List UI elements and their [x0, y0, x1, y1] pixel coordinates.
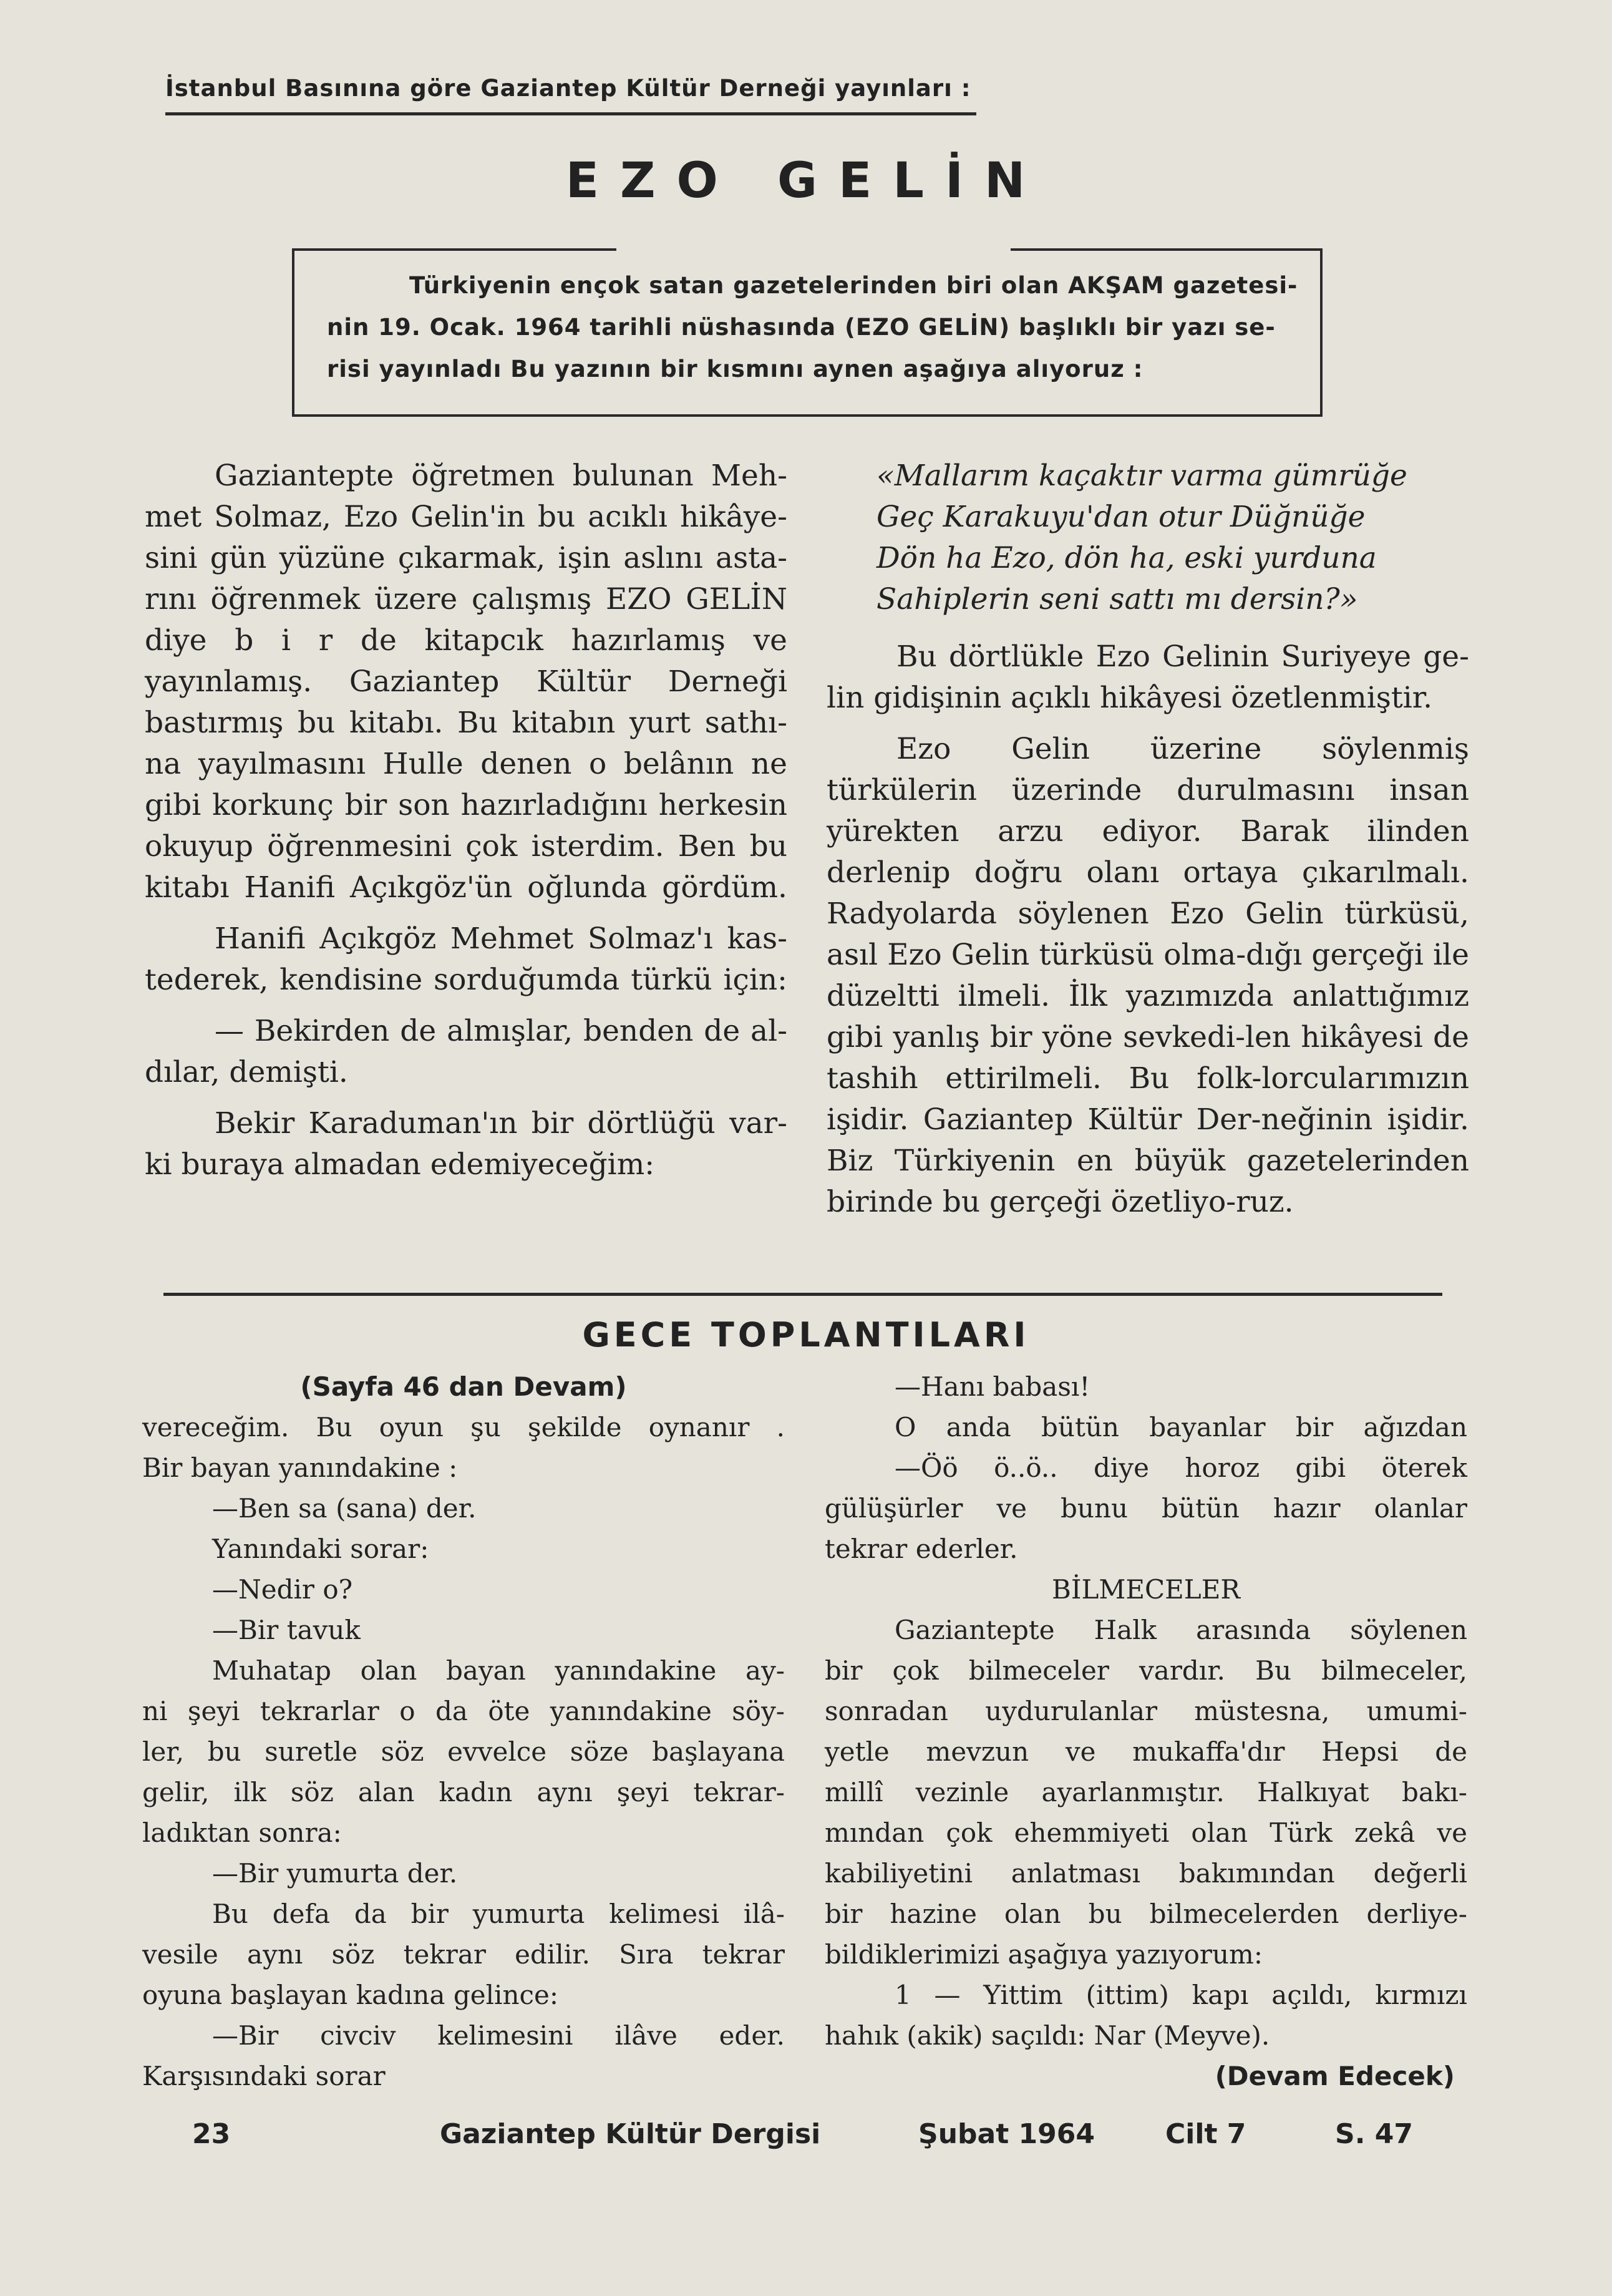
text-line: gelir, ilk söz alan kadın aynı şeyi tekrar-	[142, 1777, 785, 1807]
text-line: yetle mevzun ve mukaffa'dır Hepsi de	[825, 1736, 1467, 1767]
text-line: Bu defa da bir yumurta kelimesi ilâ-	[212, 1899, 785, 1929]
intro-line-1: Türkiyenin ençok satan gazetelerinden biri olan AKŞAM gazetesi-	[409, 272, 1298, 299]
text-line: —Bir tavuk	[212, 1615, 361, 1645]
article-right-column	[827, 455, 1469, 1223]
poem-quatrain	[827, 455, 1469, 620]
article-right-para-1: Bu dörtlükle Ezo Gelinin Suriyeye ge-lin gidişinin açıklı hikâyesi özetlenmiştir.	[827, 640, 1469, 715]
text-line: O anda bütün bayanlar bir ağızdan	[895, 1412, 1467, 1442]
text-line: —Bir yumurta der.	[212, 1858, 458, 1889]
text-line: Gaziantepte Halk arasında söylenen	[895, 1615, 1467, 1645]
text-line: tekrar ederler.	[825, 1534, 1018, 1564]
intro-line-3: risi yayınladı Bu yazının bir kısmını aynen aşağıya alıyoruz :	[327, 356, 1143, 382]
poem-line: «Mallarım kaçaktır varma gümrüğe	[876, 459, 1407, 493]
volume: Cilt 7	[1165, 2118, 1246, 2150]
intro-line-2: nin 19. Ocak. 1964 tarihli nüshasında (EZO GELİN) başlıklı bir yazı se-	[327, 314, 1276, 341]
text-line: bir hazine olan bu bilmecelerden derliye-	[825, 1899, 1467, 1929]
continued-footer-note: (Devam Edecek)	[1215, 2061, 1455, 2091]
journal-name: Gaziantep Kültür Dergisi	[440, 2118, 821, 2150]
text-line: Yanındaki sorar:	[212, 1534, 429, 1564]
text-line: —Nedir o?	[212, 1574, 353, 1605]
text-line: —Öö ö..ö.. diye horoz gibi öterek	[895, 1452, 1467, 1483]
article-left-para-4: Bekir Karaduman'ın bir dörtlüğü var-ki buraya almadan edemiyeceğim:	[145, 1106, 787, 1182]
article-left-column	[145, 455, 787, 1185]
text-line: —Hanı babası!	[895, 1371, 1090, 1402]
section-right-column	[825, 1366, 1467, 2096]
text-line: ladıktan sonra:	[142, 1817, 342, 1848]
text-line: mından çok ehemmiyeti olan Türk zekâ ve	[825, 1817, 1467, 1848]
text-line: millî vezinle ayarlanmıştır. Halkıyat bakı-	[825, 1777, 1467, 1807]
text-line: oyuna başlayan kadına gelince:	[142, 1980, 559, 2010]
text-line: 1 — Yittim (ittim) kapı açıldı, kırmızı	[895, 1980, 1467, 2010]
article-right-para-2: Ezo Gelin üzerine söylenmiş türkülerin üzerinde durulmasını insan yürekten arzu ediyor. Barak ilinden derlenip doğru olanı ortaya çıkarılmalı. Radyolarda söylenen Ezo Gelin türküsü, asıl Ezo Gelin türküsü olma-dığı gerçeği ile düzeltti ilmeli. İlk yazımızda anlattığımız gibi yanlış bir yöne sevkedi-len hikâyesi de tashih ettirilmeli. Bu folk-lorcularımızın işidir. Gaziantep Kültür Der-neğinin işidir. Biz Türkiyenin en büyük gazetelerinden birinde bu gerçeği özetliyo-ruz.	[827, 732, 1469, 1219]
text-line: bildiklerimizi aşağıya yazıyorum:	[825, 1939, 1263, 1970]
issue-number: S. 47	[1335, 2118, 1413, 2150]
section-rule	[163, 1293, 1442, 1296]
text-line: Bir bayan yanındakine :	[142, 1452, 458, 1483]
text-line: Karşısındaki sorar	[142, 2061, 386, 2091]
text-line: Muhatap olan bayan yanındakine ay-	[212, 1655, 785, 1686]
article-left-para-3: — Bekirden de almışlar, benden de al-dılar, demişti.	[145, 1014, 787, 1089]
issue-date: Şubat 1964	[918, 2118, 1095, 2150]
text-line: kabiliyetini anlatması bakımından değerli	[825, 1858, 1467, 1889]
text-line: ler, bu suretle söz evvelce söze başlayana	[142, 1736, 785, 1767]
text-line: bir çok bilmeceler vardır. Bu bilmeceler,	[825, 1655, 1467, 1686]
text-line: gülüşürler ve bunu bütün hazır olanlar	[825, 1493, 1467, 1524]
page-number: 23	[192, 2118, 231, 2150]
poem-line: Sahiplerin seni sattı mı dersin?»	[876, 582, 1358, 616]
article-title: EZO GELİN	[565, 153, 1047, 209]
text-line: —Bir civciv kelimesini ilâve eder.	[212, 2020, 785, 2051]
intro-box	[292, 248, 1323, 417]
poem-line: Dön ha Ezo, dön ha, eski yurduna	[876, 541, 1377, 575]
text-line: sonradan uydurulanlar müstesna, umumi-	[825, 1696, 1467, 1726]
poem-line: Geç Karakuyu'dan otur Düğnüğe	[876, 500, 1366, 534]
subheading-bilmeceler: BİLMECELER	[1052, 1574, 1240, 1605]
section-left-column	[142, 1366, 785, 2096]
article-left-para-1: Gaziantepte öğretmen bulunan Meh-met Solmaz, Ezo Gelin'in bu acıklı hikâye-sini gün yüzüne çıkarmak, işin aslını asta-rını öğrenmek üzere çalışmış EZO GELİN diye b i r de kitapcık hazırlamış ve yayınlamış. Gaziantep Kültür Derneği bastırmış bu kitabı. Bu kitabın yurt sathı-na yayılmasını Hulle denen o belânın ne gibi korkunç bir son hazırladığını herkesin okuyup öğrenmesini çok isterdim. Ben bu kitabı Hanifi Açıkgöz'ün oğlunda gördüm.	[145, 459, 787, 905]
article-left-para-2: Hanifi Açıkgöz Mehmet Solmaz'ı kas-tederek, kendisine sorduğumda türkü için:	[145, 922, 787, 997]
text-line: —Ben sa (sana) der.	[212, 1493, 477, 1524]
header-line: İstanbul Basınına göre Gaziantep Kültür Derneği yayınları :	[165, 75, 971, 102]
text-line: ni şeyi tekrarlar o da öte yanındakine söy-	[142, 1696, 785, 1726]
text-line: vesile aynı söz tekrar edilir. Sıra tekrar	[142, 1939, 785, 1970]
header-rule	[165, 112, 976, 115]
text-line: vereceğim. Bu oyun şu şekilde oynanır .	[142, 1412, 785, 1442]
text-line: hahık (akik) saçıldı: Nar (Meyve).	[825, 2020, 1270, 2051]
continued-note: (Sayfa 46 dan Devam)	[300, 1371, 627, 1402]
section-title: GECE TOPLANTILARI	[582, 1315, 1030, 1355]
